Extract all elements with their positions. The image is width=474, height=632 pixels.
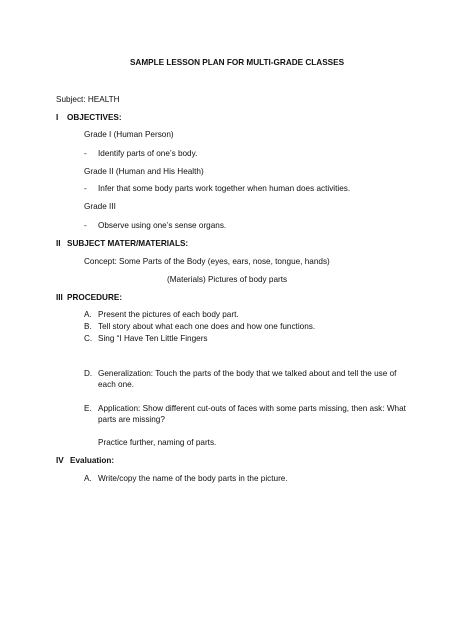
procedure-b-text: Tell story about what each one does and how one functions. — [98, 322, 316, 331]
practice-line: Practice further, naming of parts. — [98, 438, 217, 447]
grade2-objective: Infer that some body parts work together when human does activities. — [98, 184, 351, 193]
objectives-numeral: I — [56, 113, 59, 122]
concept-line: Concept: Some Parts of the Body (eyes, ears, nose, tongue, hands) — [84, 257, 330, 266]
objectives-heading: OBJECTIVES: — [67, 113, 122, 122]
procedure-e-marker: E. — [84, 404, 92, 413]
grade3-objective: Observe using one’s sense organs. — [98, 221, 227, 230]
evaluation-a-marker: A. — [84, 474, 92, 483]
materials-heading: SUBJECT MATER/MATERIALS: — [67, 239, 189, 248]
evaluation-a-text: Write/copy the name of the body parts in the picture. — [98, 474, 288, 483]
grade2-label: Grade II (Human and His Health) — [84, 167, 204, 176]
subject-line: Subject: HEALTH — [56, 95, 120, 104]
procedure-d-marker: D. — [84, 369, 93, 378]
grade1-objective: Identify parts of one’s body. — [98, 149, 198, 158]
procedure-b-marker: B. — [84, 322, 92, 331]
procedure-e-text: Application: Show different cut-outs of faces with some parts missing, then ask: What parts are missing? — [98, 404, 406, 424]
grade3-dash: - — [84, 221, 87, 230]
procedure-numeral: III — [56, 293, 63, 302]
procedure-c-marker: C. — [84, 334, 93, 343]
procedure-heading: PROCEDURE: — [67, 293, 123, 302]
materials-line: (Materials) Pictures of body parts — [167, 275, 288, 284]
evaluation-numeral: IV — [56, 456, 64, 465]
grade1-dash: - — [84, 149, 87, 158]
procedure-d-text: Generalization: Touch the parts of the body that we talked about and tell the use of each one. — [98, 369, 397, 389]
grade2-dash: - — [84, 184, 87, 193]
procedure-c-text: Sing “I Have Ten Little Fingers — [98, 334, 208, 343]
materials-numeral: II — [56, 239, 61, 248]
procedure-a-text: Present the pictures of each body part. — [98, 310, 239, 319]
procedure-a-marker: A. — [84, 310, 92, 319]
grade1-label: Grade I (Human Person) — [84, 130, 174, 139]
evaluation-heading: Evaluation: — [70, 456, 115, 465]
grade3-label: Grade III — [84, 202, 116, 211]
page-title: SAMPLE LESSON PLAN FOR MULTI-GRADE CLASSES — [129, 58, 345, 67]
